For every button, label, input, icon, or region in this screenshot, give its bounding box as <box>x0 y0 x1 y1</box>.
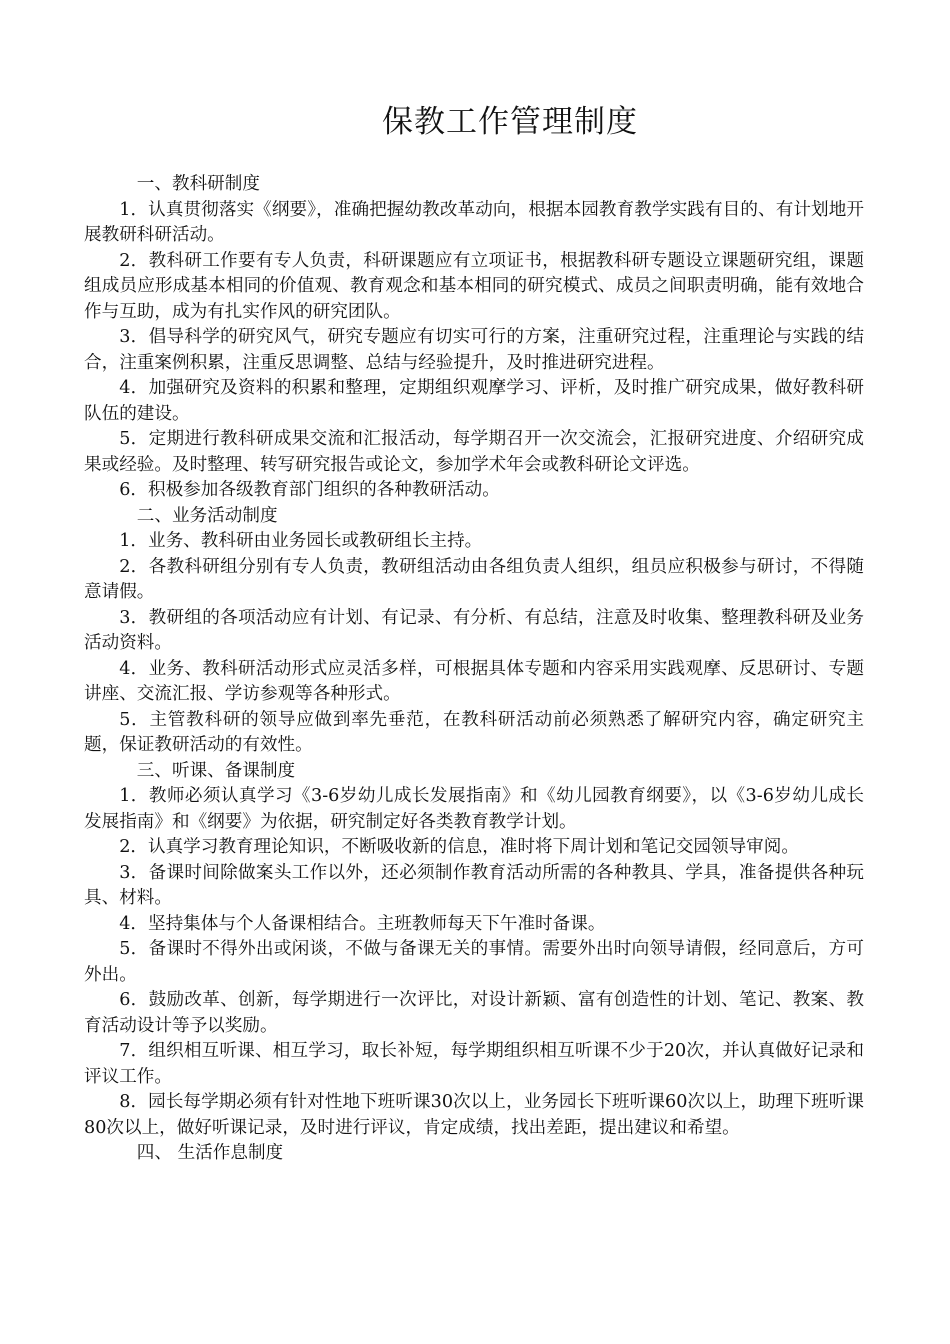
paragraph: 4．加强研究及资料的积累和整理，定期组织观摩学习、评析，及时推广研究成果，做好教科研队伍的建设。 <box>84 378 864 424</box>
paragraph: 7．组织相互听课、相互学习，取长补短，每学期组织相互听课不少于20次，并认真做好记录和评议工作。 <box>84 1041 864 1087</box>
document-body <box>84 172 864 1167</box>
paragraph: 2．各教科研组分别有专人负责，教研组活动由各组负责人组织，组员应积极参与研讨，不得随意请假。 <box>84 556 864 602</box>
section-heading: 三、听课、备课制度 <box>136 760 296 781</box>
section-heading: 一、教科研制度 <box>136 174 260 194</box>
section-heading: 二、业务活动制度 <box>136 505 278 526</box>
paragraph: 6．积极参加各级教育部门组织的各种教研活动。 <box>119 480 500 500</box>
paragraph: 5．主管教科研的领导应做到率先垂范，在教科研活动前必须熟悉了解研究内容，确定研究主题，保证教研活动的有效性。 <box>84 709 864 755</box>
paragraph: 3．教研组的各项活动应有计划、有记录、有分析、有总结，注意及时收集、整理教科研及业务活动资料。 <box>84 607 864 653</box>
paragraph: 1．教师必须认真学习《3-6岁幼儿成长发展指南》和《幼儿园教育纲要》，以《3-6岁幼儿成长发展指南》和《纲要》为依据，研究制定好各类教育教学计划。 <box>84 786 864 832</box>
paragraph: 3．倡导科学的研究风气，研究专题应有切实可行的方案，注重研究过程，注重理论与实践的结合，注重案例积累，注重反思调整、总结与经验提升，及时推进研究进程。 <box>84 327 864 373</box>
paragraph: 1．业务、教科研由业务园长或教研组长主持。 <box>119 531 483 551</box>
paragraph: 8．园长每学期必须有针对性地下班听课30次以上，业务园长下班听课60次以上，助理下班听课80次以上，做好听课记录，及时进行评议，肯定成绩，找出差距，提出建议和希望。 <box>84 1092 864 1138</box>
paragraph: 6．鼓励改革、创新，每学期进行一次评比，对设计新颖、富有创造性的计划、笔记、教案、教育活动设计等予以奖励。 <box>84 990 864 1036</box>
paragraph: 1．认真贯彻落实《纲要》，准确把握幼教改革动向，根据本园教育教学实践有目的、有计划地开展教研科研活动。 <box>84 199 864 245</box>
paragraph: 3．备课时间除做案头工作以外，还必须制作教育活动所需的各种教具、学具，准备提供各种玩具、材料。 <box>84 862 864 908</box>
paragraph: 4．业务、教科研活动形式应灵活多样，可根据具体专题和内容采用实践观摩、反思研讨、专题讲座、交流汇报、学访参观等各种形式。 <box>84 658 864 704</box>
document-title: 保教工作管理制度 <box>382 104 638 140</box>
paragraph: 4．坚持集体与个人备课相结合。主班教师每天下午准时备课。 <box>119 913 606 934</box>
paragraph: 2．认真学习教育理论知识，不断吸收新的信息，准时将下周计划和笔记交园领导审阅。 <box>119 837 799 857</box>
paragraph: 5．备课时不得外出或闲谈，不做与备课无关的事情。需要外出时向领导请假，经同意后，方可外出。 <box>84 939 864 985</box>
section-heading: 四、 生活作息制度 <box>136 1143 284 1163</box>
paragraph: 2．教科研工作要有专人负责，科研课题应有立项证书，根据教科研专题设立课题研究组，课题组成员应形成基本相同的价值观、教育观念和基本相同的研究模式、成员之间职责明确，能有效地合作与互助，成为有扎实作风的研究团队。 <box>84 250 864 322</box>
paragraph: 5．定期进行教科研成果交流和汇报活动，每学期召开一次交流会，汇报研究进度、介绍研究成果或经验。及时整理、转写研究报告或论文，参加学术年会或教科研论文评选。 <box>84 429 864 475</box>
